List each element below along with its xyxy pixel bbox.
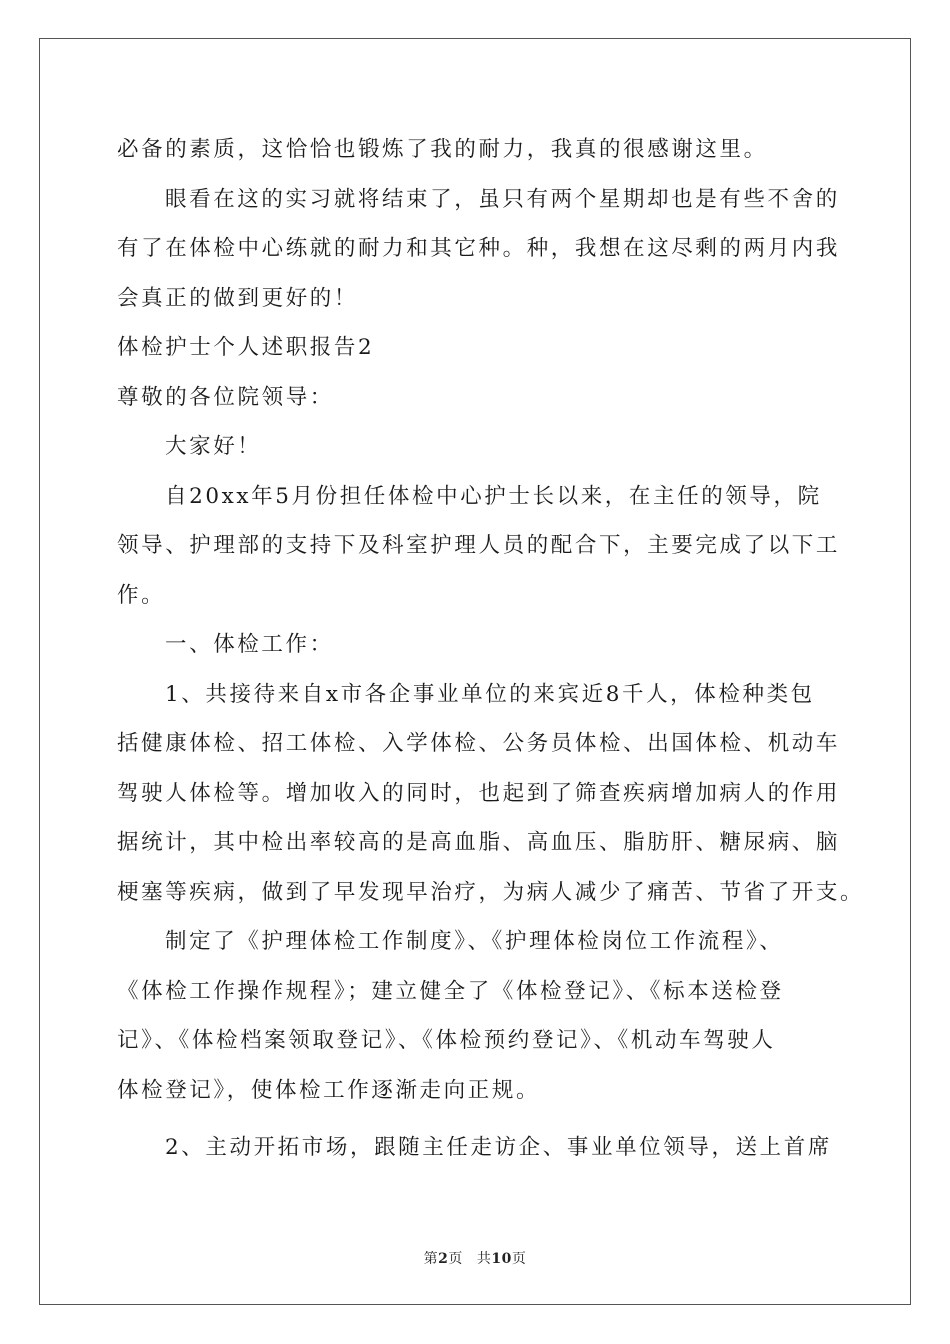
text-line: 括健康体检、招工体检、入学体检、公务员体检、出国体检、机动车 xyxy=(117,731,841,756)
text-line: 制定了《护理体检工作制度》、《护理体检岗位工作流程》、 xyxy=(165,929,784,954)
greeting: 大家好！ xyxy=(165,434,262,459)
text-line: 驾驶人体检等。增加收入的同时，也起到了筛查疾病增加病人的作用 xyxy=(117,780,841,806)
total-suffix: 页 xyxy=(511,1251,527,1267)
page-prefix: 第 xyxy=(423,1251,439,1267)
page-footer xyxy=(0,1248,950,1268)
text-line: 领导、护理部的支持下及科室护理人员的配合下，主要完成了以下工 xyxy=(117,533,841,558)
subsection-heading: 一、体检工作： xyxy=(165,632,334,657)
salutation: 尊敬的各位院领导： xyxy=(117,384,334,410)
text-line: 眼看在这的实习就将结束了，虽只有两个星期却也是有些不舍的 xyxy=(165,186,840,212)
text-line: 自20xx年5月份担任体检中心护士长以来，在主任的领导，院 xyxy=(165,483,822,509)
page-number: 2 xyxy=(438,1251,449,1267)
total-pages: 10 xyxy=(491,1251,512,1267)
text-line: 2、主动开拓市场，跟随主任走访企、事业单位领导，送上首席 xyxy=(165,1135,832,1160)
text-line: 记》、《体检档案领取登记》、《体检预约登记》、《机动车驾驶人 xyxy=(117,1028,776,1053)
text-line: 《体检工作操作规程》；建立健全了《体检登记》、《标本送检登 xyxy=(117,978,784,1004)
section-heading: 体检护士个人述职报告2 xyxy=(117,335,375,360)
text-line: 必备的素质，这恰恰也锻炼了我的耐力，我真的很感谢这里。 xyxy=(117,137,768,162)
page-suffix: 页 xyxy=(448,1251,463,1267)
text-line: 作。 xyxy=(117,582,166,608)
total-prefix: 共 xyxy=(476,1251,492,1267)
text-line: 梗塞等疾病，做到了早发现早治疗，为病人减少了痛苦、节省了开支。 xyxy=(117,879,865,905)
text-line: 体检登记》，使体检工作逐渐走向正规。 xyxy=(117,1077,541,1103)
text-line: 据统计，其中检出率较高的是高血脂、高血压、脂肪肝、糖尿病、脑 xyxy=(117,830,841,855)
text-line: 有了在体检中心练就的耐力和其它种。种，我想在这尽剩的两月内我 xyxy=(117,236,841,261)
text-line: 会真正的做到更好的！ xyxy=(117,285,359,311)
document-body xyxy=(117,125,865,1173)
text-line: 1、共接待来自x市各企事业单位的来宾近8千人，体检种类包 xyxy=(165,681,815,707)
